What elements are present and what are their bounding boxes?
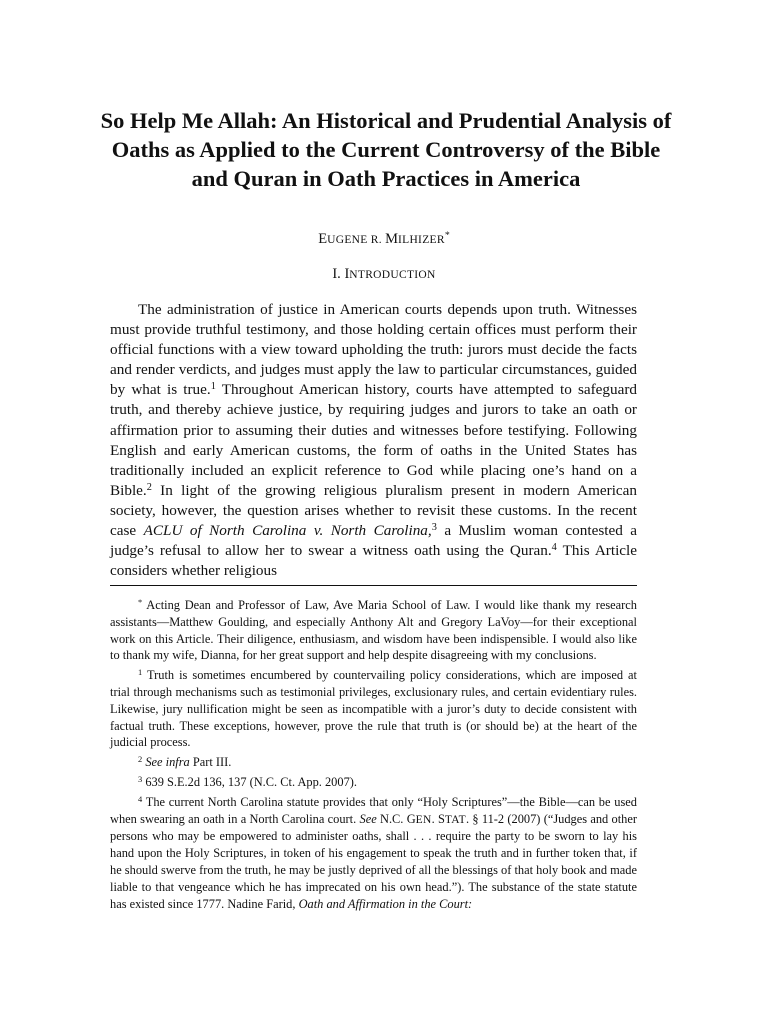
footnote-4 (110, 794, 637, 913)
article-title: So Help Me Allah: An Historical and Prudential Analysis of Oaths as Applied to the Current Controversy of the Bible and Quran in Oath Practices in America (100, 108, 672, 191)
footnote-4-gen-rest: EN (415, 813, 432, 826)
footnote-star (110, 597, 637, 664)
footnote-3 (110, 774, 637, 791)
footnote-4-marker: 4 (138, 793, 143, 804)
author-byline (0, 230, 768, 249)
body-text-part-2: Throughout American history, courts have attempted to safeguard truth, and thereby achieve justice, by requiring judges and jurors to take an oath or affirmation prior to assuming their duties and witnesses before testifying. Following English and early American customs, the form of oaths in the United States has traditionally included an explicit reference to God while placing one’s hand on a Bible. (110, 381, 637, 499)
footnote-4-nc: N.C. (376, 811, 407, 826)
footnote-2-text: Part III. (189, 755, 232, 770)
author-surname-rest: ILHIZER (398, 234, 445, 246)
footnote-4-stat-rest: TAT (444, 813, 466, 826)
author-surname-cap: M (385, 231, 398, 247)
footnote-3-text: 639 S.E.2d 136, 137 (N.C. Ct. App. 2007). (142, 774, 357, 789)
footnote-ref-3: 3 (431, 521, 437, 533)
author-name-rest: UGENE R. (327, 234, 386, 246)
footnote-4-stat-cap: S (437, 811, 445, 826)
footnote-ref-1: 1 (210, 381, 216, 393)
section-number: I. (332, 266, 341, 282)
footnote-4-text-b: . § 11-2 (2007) (“Judges and other persons who may be empowered to administer oaths, shall . . . require the party to be sworn to lay his hand upon the Holy Scriptures, in token of his engagement to speak the truth and in further token that, if he should swerve from the truth, he may be justly deprived of all the blessings of that holy book and made liable to that vengeance which he has imprecated on his own head.”). The substance of the state statute has existed since 1777. Nadine Farid, (110, 811, 637, 911)
body-text-part-1: The administration of justice in American courts depends upon truth. Witnesses must provide truthful testimony, and those holding certain offices must perform their official functions with a view toward upholding the truth: jurors must decide the facts and render verdicts, and judges must apply the law to particular circumstances, guided by what is true. (110, 301, 637, 399)
body-paragraph (110, 300, 637, 581)
body-text-part-3: In light of the growing religious pluralism present in modern American society, however, the question arises whether to revisit these customs. In the recent case (110, 481, 637, 540)
section-initial-cap: I (344, 266, 350, 282)
section-title-rest: NTRODUCTION (349, 269, 436, 281)
body-text-part-5: This Article considers whether religious (110, 542, 637, 580)
footnote-3-marker: 3 (138, 773, 143, 784)
footnote-1-text: Truth is sometimes encumbered by countervailing policy considerations, which are imposed at trial through mechanisms such as testimonial privileges, exclusionary rules, and certain evidentiary rules. Likewise, jury nullification might be seen as incompatible with a juror’s duty to decide consistent with factual truth. These exceptions, however, prove the rule that truth is (or should be) at the heart of the judicial process. (110, 668, 637, 750)
footnote-4-dot: . (431, 811, 438, 826)
footnote-star-text: Acting Dean and Professor of Law, Ave Maria School of Law. I would like thank my research assistants—Matthew Goulding, and especially Anthony Alt and Gregory LaVoy—for their exceptional work on this Article. Their diligence, enthusiasm, and wisdom have been indispensible. I would also like to thank my wife, Dianna, for her great support and help despite disagreeing with my conclusions. (110, 598, 637, 663)
footnote-ref-2: 2 (146, 481, 152, 493)
footnote-4-source-title: Oath and Affirmation in the Court: (298, 896, 473, 911)
footnote-4-gen-cap: G (406, 811, 416, 826)
footnote-1 (110, 667, 637, 751)
footnotes-section (110, 597, 637, 915)
body-text-part-4: a Muslim woman contested a judge’s refusal to allow her to swear a witness oath using the Quran. (110, 522, 637, 560)
author-initial-cap: E (318, 231, 328, 247)
footnote-ref-4: 4 (551, 541, 557, 553)
author-footnote-marker: * (444, 230, 450, 242)
footnote-2-signal: See infra (145, 755, 190, 770)
footnote-4-text-a: The current North Carolina statute provides that only “Holy Scriptures”—the Bible—can be used when swearing an oath in a North Carolina court. (110, 794, 637, 826)
footnote-star-marker: * (138, 596, 143, 607)
footnote-2-marker: 2 (138, 753, 143, 764)
case-name: ACLU of North Carolina v. North Carolina, (143, 522, 432, 540)
footnote-2 (110, 754, 637, 771)
footnote-4-signal: See (359, 811, 377, 826)
footnote-1-marker: 1 (138, 666, 143, 677)
footnote-divider (110, 585, 637, 586)
section-heading (0, 265, 768, 284)
